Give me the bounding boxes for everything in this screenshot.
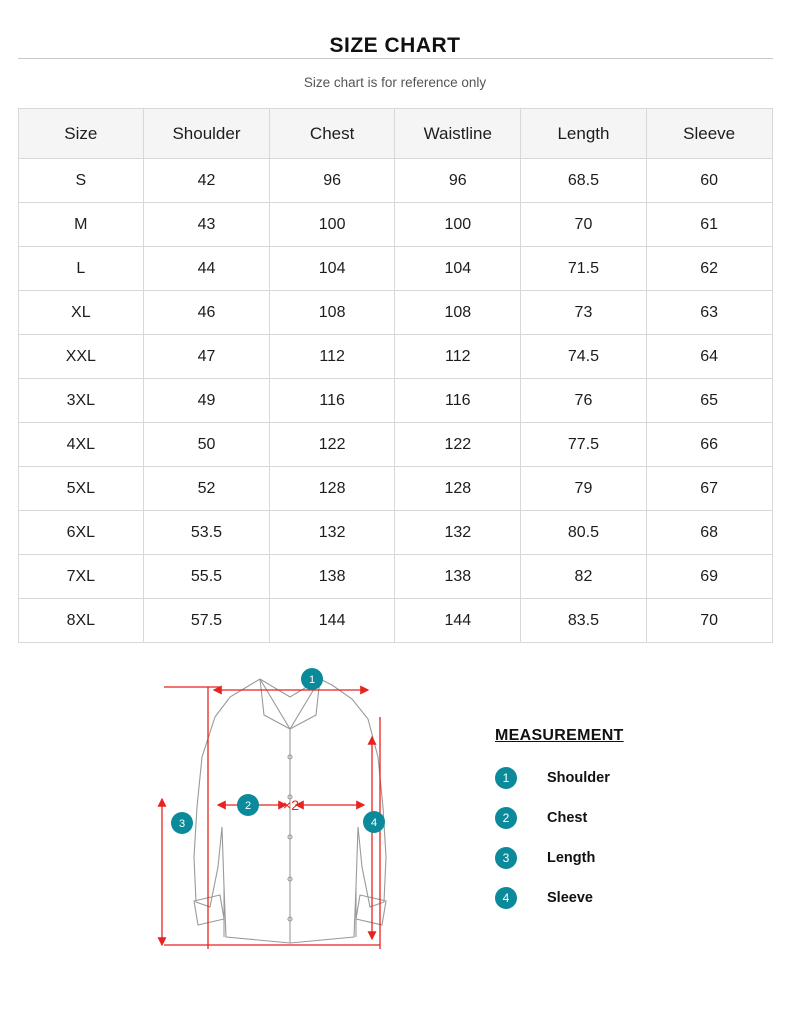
legend-item-shoulder [495,767,755,789]
table-row [18,203,772,247]
cell-chest: 108 [269,291,395,335]
cell-waistline: 128 [395,467,521,511]
cell-length: 82 [521,555,647,599]
cell-length: 70 [521,203,647,247]
cell-length: 80.5 [521,511,647,555]
cell-size: 7XL [18,555,144,599]
page-title: SIZE CHART [329,34,461,57]
legend-item-sleeve [495,887,755,909]
table-row [18,247,772,291]
cell-shoulder: 44 [144,247,270,291]
shirt-measurement-diagram [140,657,440,977]
title-divider [18,58,773,59]
cell-shoulder: 49 [144,379,270,423]
cell-shoulder: 43 [144,203,270,247]
table-row [18,335,772,379]
cell-shoulder: 50 [144,423,270,467]
cell-waistline: 122 [395,423,521,467]
cell-size: 6XL [18,511,144,555]
table-row [18,423,772,467]
table-header-row [18,109,772,159]
size-chart-table [18,108,773,643]
cell-size: XXL [18,335,144,379]
cell-length: 71.5 [521,247,647,291]
table-row [18,599,772,643]
page-subtitle: Size chart is for reference only [303,75,487,90]
cell-chest: 96 [269,159,395,203]
cell-sleeve: 67 [646,467,772,511]
cell-shoulder: 55.5 [144,555,270,599]
column-header-waistline: Waistline [395,109,521,159]
cell-chest: 138 [269,555,395,599]
cell-length: 73 [521,291,647,335]
cell-waistline: 116 [395,379,521,423]
cell-shoulder: 47 [144,335,270,379]
cell-chest: 122 [269,423,395,467]
legend-label-sleeve: Sleeve [547,890,593,906]
cell-waistline: 144 [395,599,521,643]
cell-size: 8XL [18,599,144,643]
cell-waistline: 104 [395,247,521,291]
cell-length: 83.5 [521,599,647,643]
cell-size: 5XL [18,467,144,511]
cell-shoulder: 52 [144,467,270,511]
cell-chest: 116 [269,379,395,423]
cell-sleeve: 63 [646,291,772,335]
legend-label-chest: Chest [547,810,588,826]
cell-sleeve: 60 [646,159,772,203]
diagram-badges [171,668,385,834]
length-marker-label: 3 [178,818,186,830]
column-header-chest: Chest [269,109,395,159]
legend-badge-1: 1 [495,767,517,789]
column-header-shoulder: Shoulder [144,109,270,159]
cell-chest: 100 [269,203,395,247]
cell-length: 79 [521,467,647,511]
cell-sleeve: 61 [646,203,772,247]
cell-waistline: 112 [395,335,521,379]
column-header-size: Size [18,109,144,159]
cell-waistline: 96 [395,159,521,203]
table-row [18,379,772,423]
legend-item-chest [495,807,755,829]
measure-arrows [162,687,380,949]
legend-badge-4: 4 [495,887,517,909]
legend-label-length: Length [547,850,596,866]
chest-multiplier-label: ×2 [283,797,299,813]
cell-size: 3XL [18,379,144,423]
measurement-section [0,657,790,997]
legend-badge-2: 2 [495,807,517,829]
cell-chest: 132 [269,511,395,555]
chest-marker-label: 2 [244,800,252,812]
table-header [18,109,772,159]
cell-sleeve: 69 [646,555,772,599]
legend-label-shoulder: Shoulder [547,770,610,786]
legend-item-length [495,847,755,869]
cell-waistline: 100 [395,203,521,247]
cell-size: L [18,247,144,291]
table-row [18,511,772,555]
cell-sleeve: 70 [646,599,772,643]
cell-waistline: 138 [395,555,521,599]
cell-chest: 128 [269,467,395,511]
shoulder-marker-label: 1 [308,674,316,686]
cell-sleeve: 66 [646,423,772,467]
cell-shoulder: 53.5 [144,511,270,555]
table-row [18,159,772,203]
cell-shoulder: 46 [144,291,270,335]
cell-size: 4XL [18,423,144,467]
table-row [18,291,772,335]
cell-size: S [18,159,144,203]
cell-chest: 144 [269,599,395,643]
table-body [18,159,772,643]
cell-chest: 104 [269,247,395,291]
cell-sleeve: 62 [646,247,772,291]
table-row [18,555,772,599]
cell-length: 76 [521,379,647,423]
legend-title: MEASUREMENT [495,727,624,744]
column-header-sleeve: Sleeve [646,109,772,159]
cell-sleeve: 68 [646,511,772,555]
legend-badge-3: 3 [495,847,517,869]
cell-chest: 112 [269,335,395,379]
cell-length: 77.5 [521,423,647,467]
column-header-length: Length [521,109,647,159]
cell-size: XL [18,291,144,335]
cell-waistline: 132 [395,511,521,555]
cell-sleeve: 64 [646,335,772,379]
cell-waistline: 108 [395,291,521,335]
cell-shoulder: 42 [144,159,270,203]
cell-size: M [18,203,144,247]
cell-length: 74.5 [521,335,647,379]
measurement-legend [495,727,755,927]
cell-sleeve: 65 [646,379,772,423]
cell-shoulder: 57.5 [144,599,270,643]
table-row [18,467,772,511]
sleeve-marker-label: 4 [370,817,378,829]
cell-length: 68.5 [521,159,647,203]
